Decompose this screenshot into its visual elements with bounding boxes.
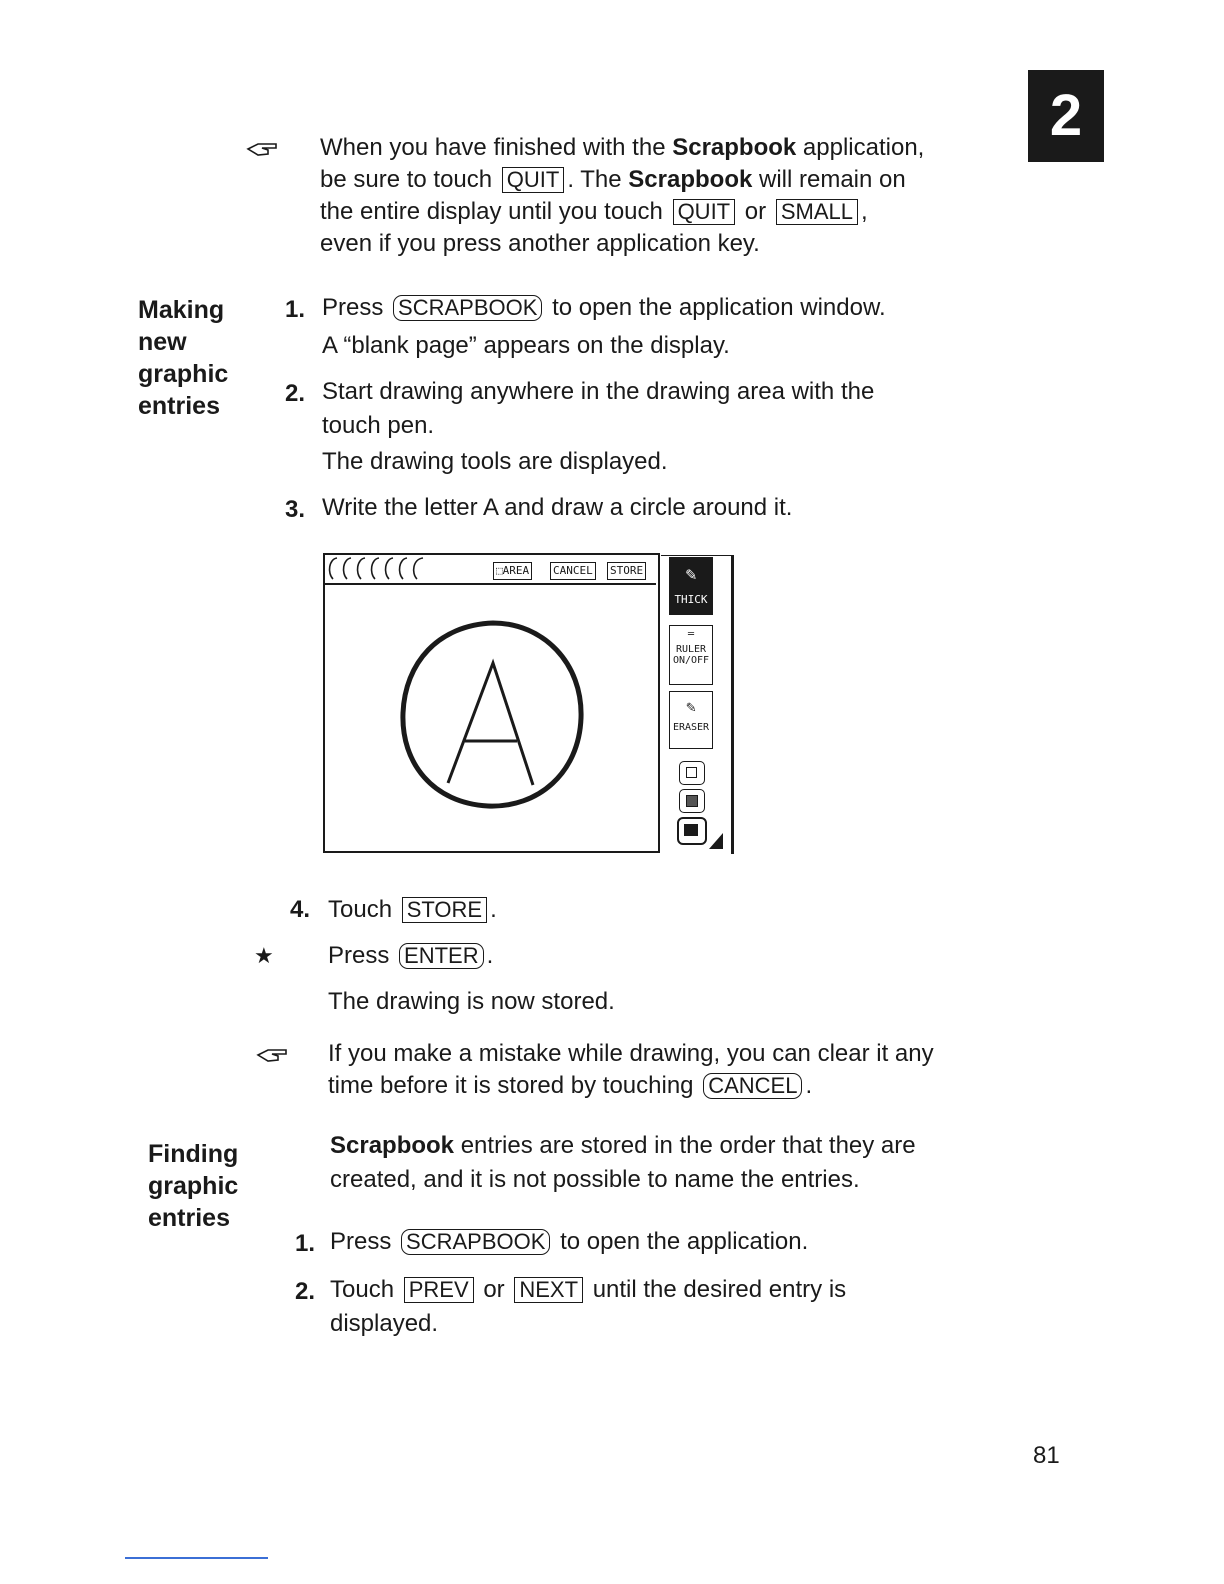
making-step1: Press SCRAPBOOK to open the application window.	[322, 294, 886, 321]
note1-line3: the entire display until you touch QUIT or SMALL ,	[320, 198, 868, 225]
ruler-icon: ═	[687, 629, 695, 640]
pointing-hand-icon	[256, 1046, 290, 1064]
finding-heading: Finding graphic entries	[148, 1140, 239, 1232]
thick-pen-tool[interactable]: ✎ THICK	[669, 557, 713, 615]
step-number: 2.	[285, 380, 306, 407]
corner-fold-icon	[709, 833, 723, 849]
finding-step1: Press SCRAPBOOK to open the application.	[330, 1228, 809, 1255]
making-step4: Touch STORE .	[328, 896, 497, 923]
step-number: 2.	[295, 1278, 316, 1305]
cancel-button[interactable]: CANCEL	[550, 562, 596, 580]
small-key[interactable]: SMALL	[776, 199, 858, 225]
pen-size-medium-icon[interactable]	[679, 789, 705, 813]
area-button[interactable]: ⬚AREA	[493, 562, 532, 580]
making-step3: Write the letter A and draw a circle around it.	[322, 494, 793, 521]
note1-line4: even if you press another application key.	[320, 230, 760, 257]
ruler-toggle-tool[interactable]: ═ RULER ON/OFF	[669, 625, 713, 685]
pointing-hand-icon	[246, 140, 280, 158]
step-number: 1.	[295, 1230, 316, 1257]
making-step2-result: The drawing tools are displayed.	[322, 448, 668, 475]
finding-step2-line1: Touch PREV or NEXT until the desired entry is	[330, 1276, 847, 1303]
pen-size-large-icon[interactable]	[677, 817, 707, 845]
finding-intro-line2: created, and it is not possible to name the entries.	[330, 1166, 860, 1193]
step-number: 1.	[285, 296, 306, 323]
note1-line2: be sure to touch QUIT . The Scrapbook will remain on	[320, 166, 906, 193]
drawing-canvas[interactable]	[393, 613, 593, 813]
chapter-tab: 2	[1028, 70, 1104, 162]
store-button[interactable]: STORE	[607, 562, 646, 580]
making-step2-line1: Start drawing anywhere in the drawing area with the	[322, 378, 875, 405]
spiral-binding-icon	[327, 555, 427, 581]
note2-line1: If you make a mistake while drawing, you can clear it any	[328, 1040, 934, 1067]
finding-intro-line1: Scrapbook entries are stored in the order that they are	[330, 1132, 916, 1159]
footer-rule	[125, 1557, 268, 1559]
title-bar-divider	[325, 583, 656, 585]
quit-key[interactable]: QUIT	[502, 167, 565, 193]
note2-line2: time before it is stored by touching CANCEL .	[328, 1072, 813, 1099]
step-number: 3.	[285, 496, 306, 523]
pen-icon: ✎	[685, 564, 697, 585]
store-key[interactable]: STORE	[402, 897, 487, 923]
scrapbook-screen	[323, 553, 733, 855]
making-heading: Making new graphic entries	[138, 296, 229, 420]
making-step1-result: A “blank page” appears on the display.	[322, 332, 730, 359]
making-stored-result: The drawing is now stored.	[328, 988, 615, 1015]
cancel-key[interactable]: CANCEL	[703, 1073, 802, 1099]
prev-key[interactable]: PREV	[404, 1277, 474, 1303]
scrapbook-key[interactable]: SCRAPBOOK	[401, 1229, 550, 1255]
pen-size-small-icon[interactable]	[679, 761, 705, 785]
quit-key[interactable]: QUIT	[673, 199, 736, 225]
alternative-star-icon: ★	[254, 943, 274, 968]
step-number: 4.	[290, 896, 311, 923]
finding-step2-line2: displayed.	[330, 1310, 439, 1337]
making-step2-line2: touch pen.	[322, 412, 435, 439]
eraser-icon: ✎	[686, 697, 696, 716]
eraser-tool[interactable]: ✎ ERASER	[669, 691, 713, 749]
note1-line1: When you have finished with the Scrapbook application,	[320, 134, 925, 161]
drawn-circle	[403, 623, 581, 806]
making-alternative: Press ENTER .	[328, 942, 494, 969]
next-key[interactable]: NEXT	[514, 1277, 583, 1303]
drawn-letter-a	[448, 663, 533, 785]
scrapbook-key[interactable]: SCRAPBOOK	[393, 295, 542, 321]
area-icon: ⬚	[496, 564, 503, 577]
enter-key[interactable]: ENTER	[399, 943, 484, 969]
page-number: 81	[1033, 1442, 1060, 1469]
